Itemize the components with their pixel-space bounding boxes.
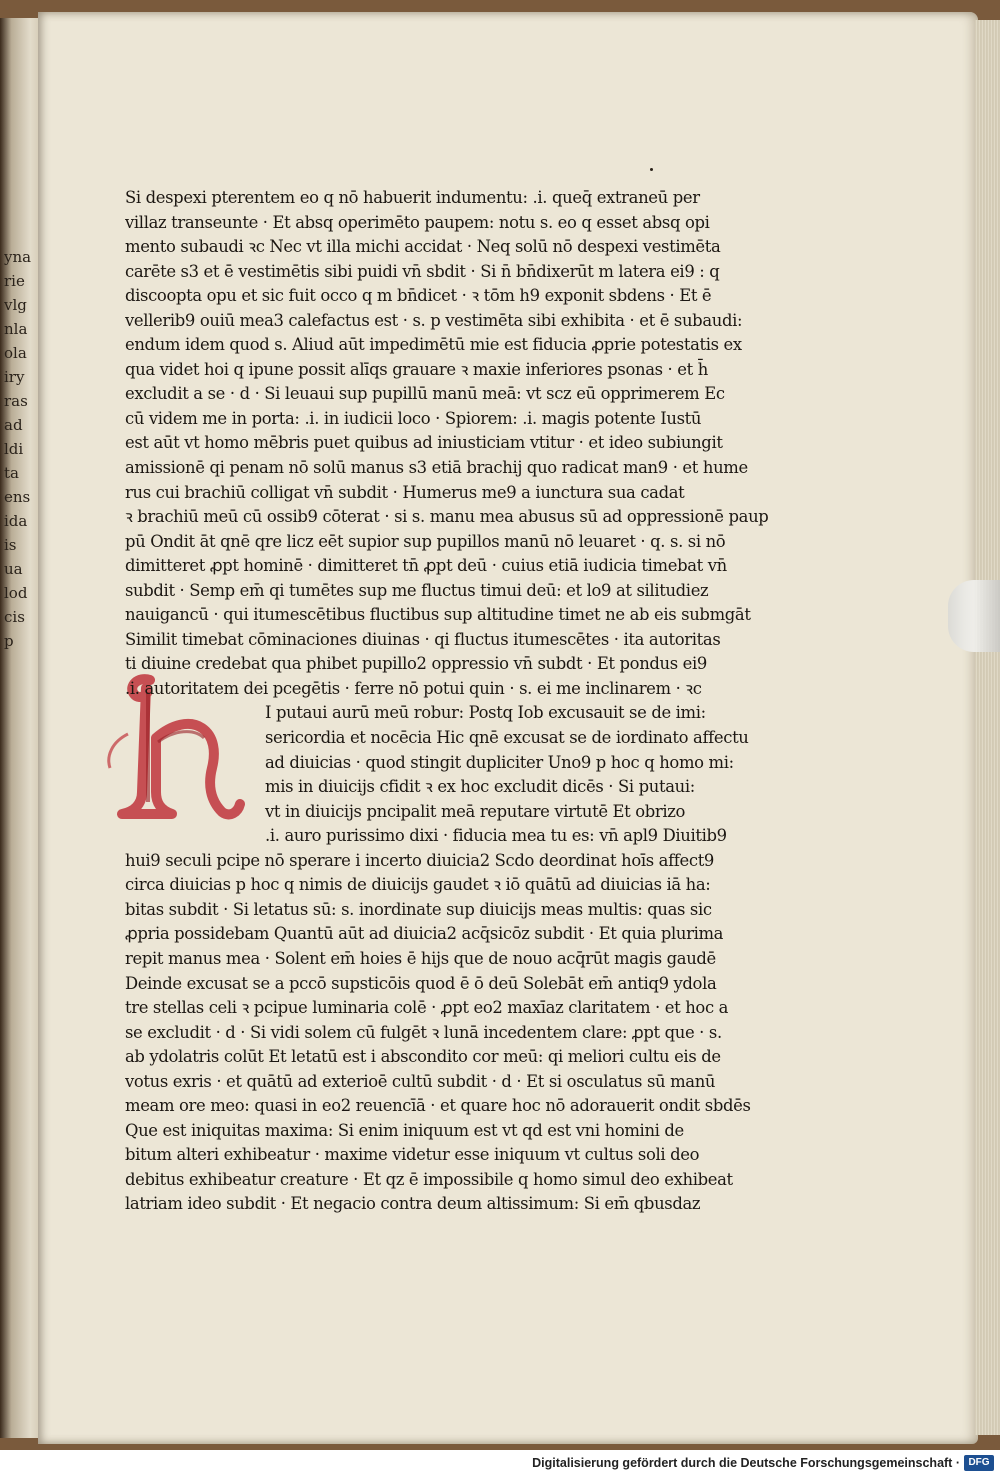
page-stack-edge <box>975 20 1000 1435</box>
text-line: ad diuicias · quod stingit dupliciter Uno9 p hoc q homo mi: <box>265 752 734 772</box>
text-line: cū videm me in porta: .i. in iudicii loco · Spiorem: .i. magis potente Iustū <box>125 408 702 428</box>
text-line: discoopta opu et sic fuit occo q m bn̄dicet · ꝛ tōm h9 exponit sbdens · Et ē <box>125 286 712 306</box>
left-page-fragment: yna <box>4 248 32 266</box>
text-line: ab ydolatris colūt Et letatū est i abscondito cor meū: qi meliori cultu eis de <box>125 1047 721 1067</box>
text-line: pū Ondit āt qnē qre licz eēt supior sup pupillos manū nō leuaret · q. s. si nō <box>125 531 726 551</box>
text-line: se excludit · d · Si vidi solem cū fulgēt ꝛ lunā incedentem clare: ꝓpt que · s. <box>125 1022 722 1042</box>
text-line: Similit timebat cōminaciones diuinas · qi fluctus itumescētes · ita autoritas <box>125 629 721 649</box>
text-line: tre stellas celi ꝛ pcipue luminaria colē · ꝓpt eo2 maxīaz claritatem · et hoc a <box>125 998 729 1018</box>
left-page-fragment: ldi <box>4 440 24 458</box>
text-line: Si despexi pterentem eo q nō habuerit indumentu: .i. queq̄ extraneū per <box>125 188 700 207</box>
text-line: endum idem quod s. Aliud aūt impedimētū mie est fiducia ꝓprie potestatis ex <box>125 335 742 355</box>
footer-bar <box>0 1450 1000 1478</box>
text-line: Deinde excusat se a pccō supsticōis quod ē ō deū Solebāt em̄ antiq9 ydola <box>125 973 717 993</box>
text-line: repit manus mea · Solent em̄ hoies ē hijs que de nouo acq̄rūt magis gaudē <box>125 948 716 968</box>
page-mark <box>650 168 653 171</box>
text-line: ti diuine credebat qua phibet pupillo2 oppressio vn̄ subdt · Et pondus ei9 <box>125 654 707 674</box>
left-page-fragment: rie <box>4 272 25 290</box>
text-line: bitas subdit · Si letatus sū: s. inordinate sup diuicijs meas multis: quas sic <box>125 899 712 919</box>
text-line: excludit a se · d · Si leuaui sup pupillū manū meā: vt scz eū opprimerem Ec <box>125 384 725 404</box>
funding-credit: Digitalisierung gefördert durch die Deutsche Forschungsgemeinschaft · <box>532 1456 960 1470</box>
text-line: mis in diuicijs cfidit ꝛ ex hoc excludit dicēs · Si putaui: <box>265 777 695 797</box>
text-line: rus cui brachiū colligat vn̄ subdit · Humerus me9 a iunctura sua cadat <box>125 482 685 502</box>
text-line: .i. autoritatem dei pcegētis · ferre nō potui quin · s. ei me inclinarem · ꝛc <box>125 678 702 698</box>
text-line: Que est iniquitas maxima: Si enim iniquum est vt qd est vni homini de <box>125 1120 684 1140</box>
left-page-fragment: ta <box>4 464 19 482</box>
left-page-fragment: nla <box>4 320 28 338</box>
text-line: nauigancū · qui itumescētibus fluctibus sup altitudine timet ne ab eis submgāt <box>125 605 751 625</box>
text-line: ꝓpria possidebam Quantū aūt ad diuicia2 acq̄sicōz subdit · Et quia plurima <box>125 924 724 944</box>
text-line: subdit · Semp em̄ qi tumētes sup me fluctus timui deū: et lo9 at silitudiez <box>125 580 709 600</box>
left-page-fragment: ola <box>4 344 27 362</box>
text-line: est aūt vt homo mēbris puet quibus ad iniusticiam vtitur · et ideo subiungit <box>125 433 723 453</box>
left-page-fragment: ua <box>4 560 23 578</box>
text-line: sericordia et nocēcia Hic qnē excusat se de iordinato affectu <box>265 728 749 748</box>
left-page-fragment: cis <box>4 608 25 626</box>
left-page-fragment: ida <box>4 512 28 530</box>
text-line: latriam ideo subdit · Et negacio contra deum altissimum: Si em̄ qbusdaz <box>125 1194 701 1214</box>
text-line: bitum alteri exhibeatur · maxime videtur esse iniquum vt cultus soli deo <box>125 1145 700 1165</box>
left-page-fragment: iry <box>4 368 25 386</box>
text-line: debitus exhibeatur creature · Et qz ē impossibile q homo simul deo exhibeat <box>125 1169 733 1189</box>
left-page-fragment: ad <box>4 416 23 434</box>
left-page-fragment: vlg <box>4 296 27 314</box>
text-line: villaz transeunte · Et absq operimēto paupem: notu s. eo q esset absq opi <box>125 212 710 232</box>
text-column <box>125 186 775 1217</box>
text-line: dimitteret ꝓpt hominē · dimitteret tn̄ ꝓpt deū · cuius etiā iudicia timebat vn̄ <box>125 556 727 576</box>
text-line: qua videt hoi q ipune possit alīqs grauare ꝛ maxie inferiores psonas · et h̄ <box>125 359 708 379</box>
left-page-fragment: lod <box>4 584 28 602</box>
left-page-fragment: ens <box>4 488 31 506</box>
text-line: I putaui aurū meū robur: Postq Iob excusauit se de imi: <box>265 703 706 723</box>
text-line: carēte s3 et ē vestimētis sibi puidi vn̄ sbdit · Si n̄ bn̄dixerūt m latera ei9 : q <box>125 261 720 281</box>
page-clip <box>948 580 1000 652</box>
text-line: vt in diuicijs pncipalit meā reputare virtutē Et obrizo <box>265 801 686 821</box>
text-line: mento subaudi ꝛc Nec vt illa michi accidat · Neq solū nō despexi vestimēta <box>125 237 721 257</box>
text-line: .i. auro purissimo dixi · fiducia mea tu es: vn̄ apl9 Diuitib9 <box>265 826 727 846</box>
left-page-fragment: is <box>4 536 17 554</box>
left-page-fragment: ras <box>4 392 28 410</box>
text-line: circa diuicias p hoc q nimis de diuicijs gaudet ꝛ iō quātū ad diuicias iā ha: <box>125 875 711 895</box>
text-line: ꝛ brachiū meū cū ossib9 cōterat · si s. manu mea abusus sū ad oppressionē paup <box>125 507 769 527</box>
dfg-logo: DFG <box>964 1455 994 1471</box>
left-page-fragment: p <box>4 632 14 650</box>
left-page-edge <box>0 18 38 1438</box>
text-line: vellerib9 ouiū mea3 calefactus est · s. p vestimēta sibi exhibita · et ē subaudi: <box>125 310 743 330</box>
text-line: votus exris · et quātū ad exterioē cultū subdit · d · Et si osculatus sū manū <box>125 1071 716 1091</box>
text-line: meam ore meo: quasi in eo2 reuencīā · et quare hoc nō adorauerit ondit sbdēs <box>125 1096 751 1116</box>
text-line: hui9 seculi pcipe nō sperare i incerto diuicia2 Scdo deordinat hoīs affect9 <box>125 850 715 870</box>
text-line: amissionē qi penam nō solū manus s3 etiā brachij quo radicat man9 · et hume <box>125 458 748 478</box>
